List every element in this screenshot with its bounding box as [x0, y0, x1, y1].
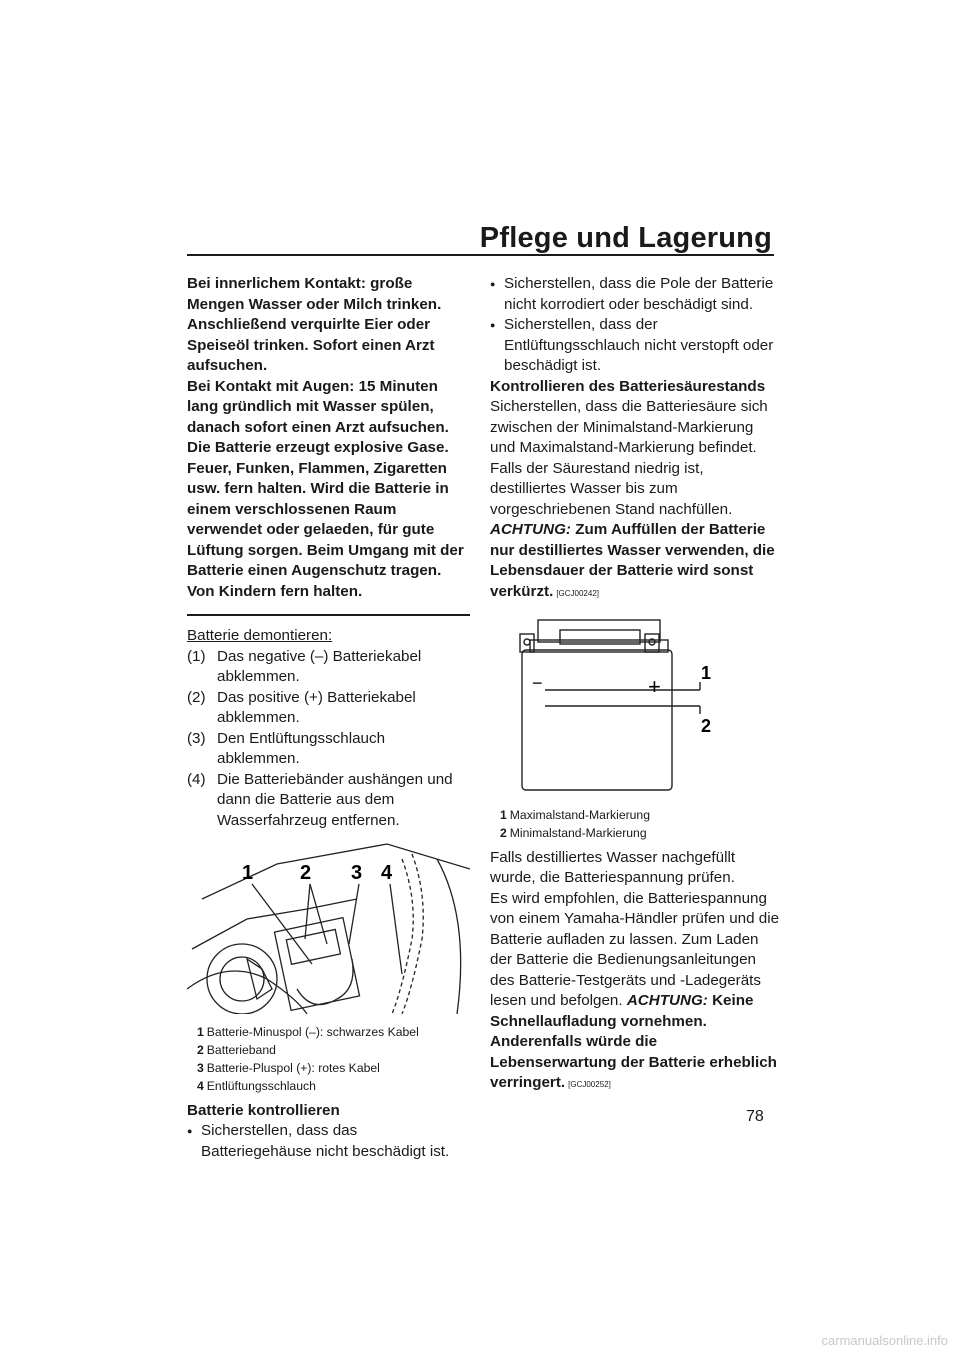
caption-number: 2	[197, 1042, 204, 1057]
callout-label: 4	[381, 862, 393, 884]
battery-level-illustration	[490, 612, 780, 797]
warning-paragraph: Bei innerlichem Kontakt: große Mengen Wasser oder Milch trinken. Anschließend verquirlte Eier oder Speiseöl trinken. Sofort einen Arzt aufsuchen.	[187, 275, 442, 374]
callout-label: 3	[351, 862, 363, 884]
caption-item	[197, 1059, 470, 1077]
caption-item	[197, 1041, 470, 1059]
warning-block	[187, 274, 470, 602]
plus-terminal-symbol: +	[648, 674, 661, 699]
caption-number: 2	[500, 825, 507, 840]
step-number: (2)	[187, 688, 206, 706]
acid-level-figure	[490, 612, 780, 842]
warning-paragraph: Von Kindern fern halten.	[187, 582, 363, 600]
step-text: Die Batteriebänder aushängen und dann die Batterie aus dem Wasserfahrzeug entfernen.	[217, 770, 453, 829]
title-rule	[187, 254, 774, 256]
after-text: Es wird empfohlen, die Batteriespannung von einem Yamaha-Händler prüfen und die Batterie aufladen zu lassen. Zum Laden der Batterie die Bedienungsanleitungen des Batterie-Testgeräts und -Ladegeräts lesen und befolgen.	[490, 889, 780, 1009]
acid-text: Falls der Säurestand niedrig ist, destilliertes Wasser bis zum vorgeschriebenen Stand nachfüllen.	[490, 459, 733, 518]
reference-code: [GCJ00242]	[556, 588, 600, 598]
check-bullets	[187, 1121, 470, 1162]
warning-separator	[187, 614, 470, 616]
acid-paragraph	[490, 459, 780, 605]
step-text: Den Entlüftungsschlauch abklemmen.	[217, 729, 386, 767]
caution-text: Keine Schnellaufladung vornehmen. Anderenfalls würde die Lebenserwartung der Batterie erheblich verringert.	[490, 992, 777, 1091]
caption-text: Minimalstand-Markierung	[509, 825, 647, 840]
callout-label: 2	[300, 862, 312, 884]
after-paragraph	[490, 889, 780, 1096]
step-text: Das positive (+) Batteriekabel abklemmen.	[217, 688, 416, 726]
caption-number: 4	[197, 1078, 204, 1093]
list-item	[187, 647, 470, 688]
caption-text: Batterie-Pluspol (+): rotes Kabel	[206, 1060, 380, 1075]
list-item	[187, 770, 470, 832]
caption-item	[197, 1077, 470, 1095]
list-item: ● Sicherstellen, dass das Batteriegehäuse nicht beschädigt ist.	[187, 1121, 470, 1162]
page-number: 78	[746, 1108, 764, 1125]
reference-code: [GCJ00252]	[568, 1080, 611, 1089]
list-item: ● Sicherstellen, dass die Pole der Batterie nicht korrodiert oder beschädigt sind.	[490, 274, 780, 315]
caption-item	[500, 824, 780, 842]
step-text: Das negative (–) Batteriekabel abklemmen.	[217, 647, 422, 685]
battery-compartment-illustration	[187, 839, 470, 1014]
caption-text: Entlüftungsschlauch	[206, 1078, 316, 1093]
right-column	[490, 274, 780, 1096]
list-item	[187, 729, 470, 770]
list-item	[187, 688, 470, 729]
step-number: (1)	[187, 647, 206, 665]
caption-item	[500, 806, 780, 824]
left-column	[187, 274, 470, 1162]
callout-label: 1	[242, 862, 254, 884]
remove-heading: Batterie demontieren:	[187, 627, 333, 644]
caption-number: 1	[500, 807, 507, 822]
caution-text: Zum Auffüllen der Batterie nur destilliertes Wasser verwenden, die Lebensdauer der Batterie wird sonst verkürzt.	[490, 521, 775, 600]
minus-terminal-symbol: −	[532, 673, 543, 693]
caption-number: 3	[197, 1060, 204, 1075]
watermark: carmanualsonline.info	[821, 1333, 948, 1348]
acid-heading: Kontrollieren des Batteriesäurestands	[490, 377, 766, 395]
callout-label: 1	[701, 663, 712, 683]
figure-captions	[197, 1023, 470, 1095]
step-number: (4)	[187, 770, 206, 788]
warning-paragraph: Die Batterie erzeugt explosive Gase. Feuer, Funken, Flammen, Zigaretten usw. fern halten. Wird die Batterie in einem verschlossenen Raum verwendet oder gelaeden, für gute Lüftung sorgen. Beim Umgang mit der Batterie einen Augenschutz tragen.	[187, 439, 464, 579]
warning-paragraph: Bei Kontakt mit Augen: 15 Minuten lang gründlich mit Wasser spülen, danach sofort einen Arzt aufsuchen.	[187, 377, 449, 436]
step-number: (3)	[187, 729, 206, 747]
check-bullets-continued	[490, 274, 780, 377]
caption-item	[197, 1023, 470, 1041]
caption-text: Maximalstand-Markierung	[509, 807, 650, 822]
figure-captions	[500, 806, 780, 842]
caption-text: Batterie-Minuspol (–): schwarzes Kabel	[206, 1024, 419, 1039]
list-item: ● Sicherstellen, dass der Entlüftungsschlauch nicht verstopft oder beschädigt ist.	[490, 315, 780, 377]
acid-paragraph: Sicherstellen, dass die Batteriesäure sich zwischen der Minimalstand-Markierung und Maximalstand-Markierung befindet.	[490, 398, 768, 456]
battery-location-figure	[187, 839, 470, 1095]
caution-label: ACHTUNG:	[626, 992, 708, 1009]
caption-text: Batterieband	[206, 1042, 276, 1057]
page-title: Pflege und Lagerung	[479, 222, 772, 254]
callout-label: 2	[701, 716, 712, 736]
remove-steps	[187, 647, 470, 832]
caption-number: 1	[197, 1024, 204, 1039]
check-heading: Batterie kontrollieren	[187, 1101, 340, 1119]
caution-label: ACHTUNG:	[490, 521, 571, 538]
after-paragraph: Falls destilliertes Wasser nachgefüllt wurde, die Batteriespannung prüfen.	[490, 848, 736, 886]
